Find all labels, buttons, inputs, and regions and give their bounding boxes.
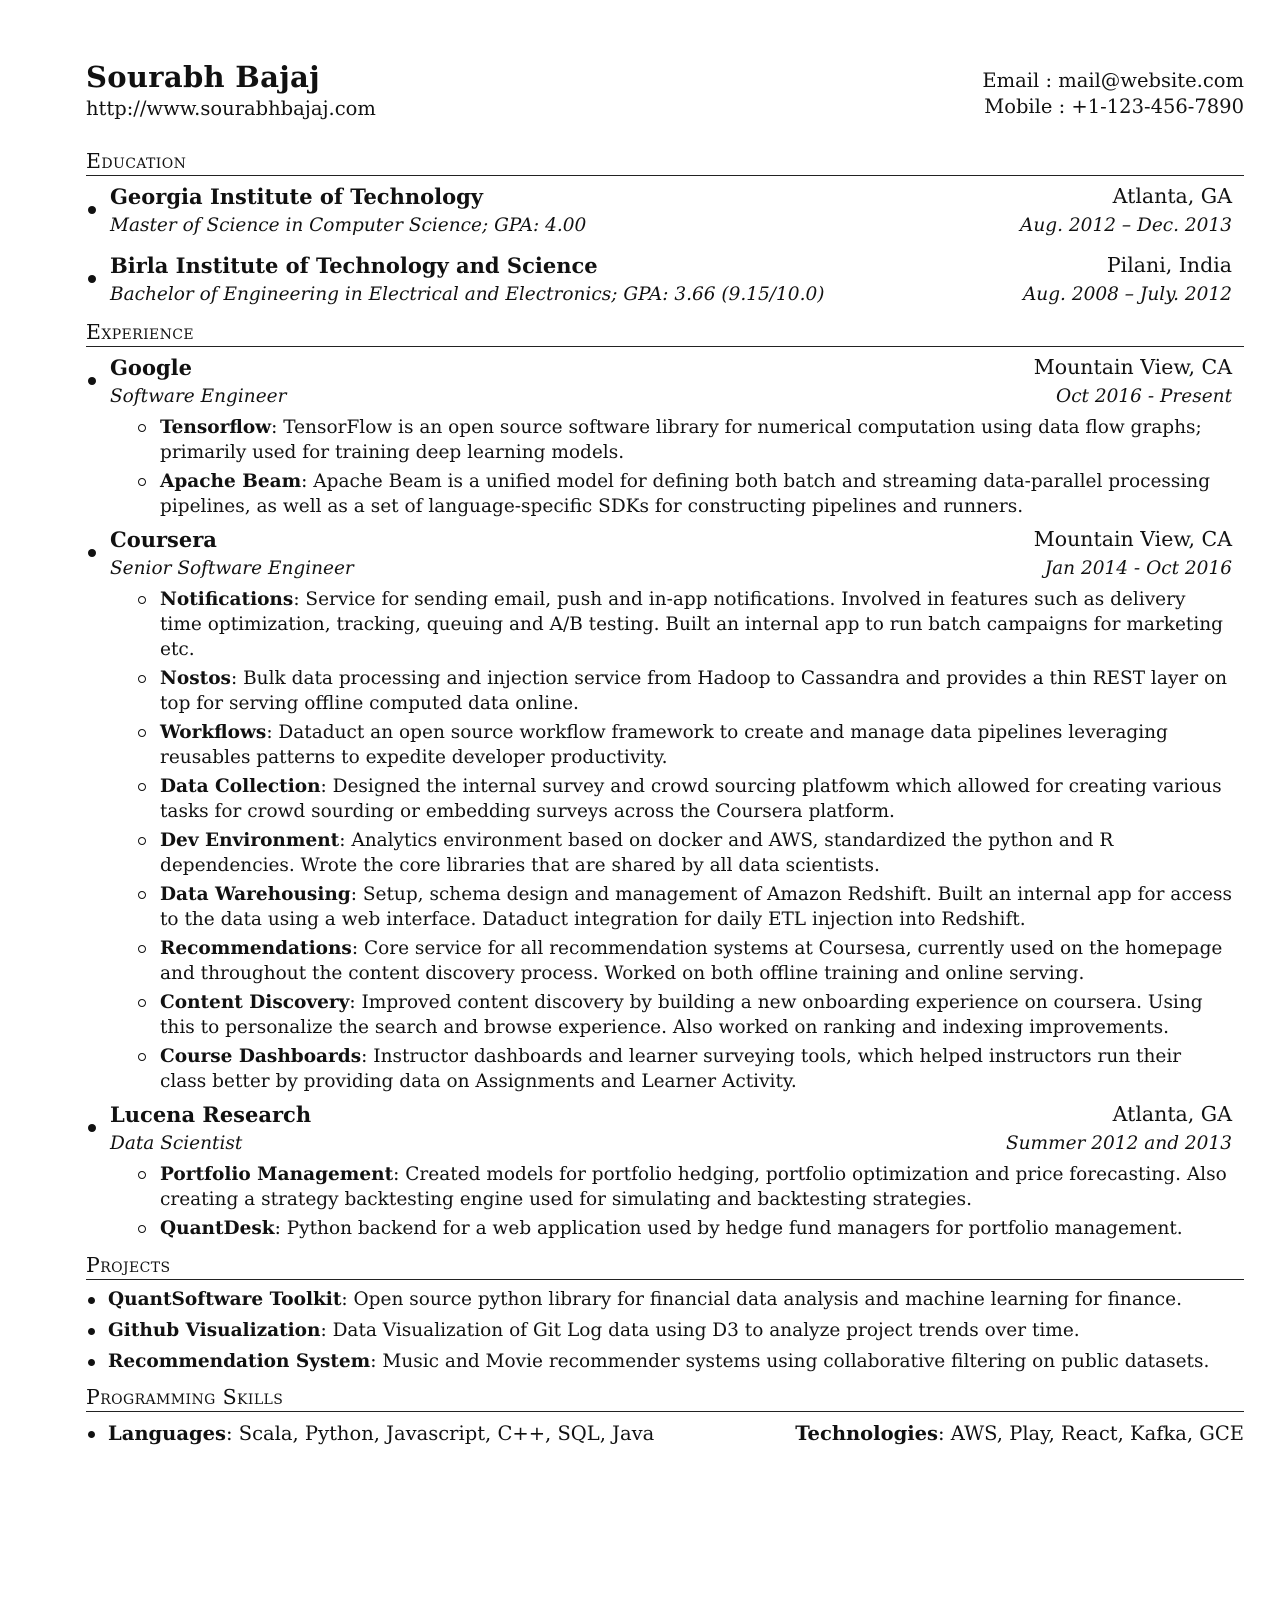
institution-name: Georgia Institute of Technology (110, 184, 484, 209)
project-item (108, 1287, 1244, 1312)
responsibility-item (160, 774, 1232, 824)
hollow-bullet-icon (138, 675, 146, 683)
technologies-value: : AWS, Play, React, Kafka, GCE (938, 1422, 1244, 1445)
item-label: Notifications (160, 589, 294, 610)
responsibility-list (110, 415, 1232, 519)
entry-header-row (110, 251, 1232, 280)
project-name: Recommendation System (108, 1351, 371, 1372)
item-label: QuantDesk (160, 1218, 275, 1239)
project-name: QuantSoftware Toolkit (108, 1289, 342, 1310)
resume-header (86, 60, 1244, 122)
item-label: Recommendations (160, 938, 352, 959)
degree-text: Bachelor of Engineering in Electrical and Electronics; GPA: 3.66 (9.15/10.0) (110, 284, 825, 305)
bullet-icon (88, 1359, 95, 1366)
item-label: Data Warehousing (160, 884, 351, 905)
hollow-bullet-icon (138, 596, 146, 604)
job-title: Senior Software Engineer (110, 558, 354, 579)
bullet-icon (88, 549, 96, 557)
degree-text: Master of Science in Computer Science; GPA: 4.00 (110, 215, 587, 236)
item-text: : Service for sending email, push and in-app notifications. Involved in features such as delivery time optimization, tracking, queuing and A/B testing. Built an internal app to run batch campaigns for marketing etc. (160, 589, 1224, 660)
experience-section (86, 319, 1244, 1241)
hollow-bullet-icon (138, 837, 146, 845)
hollow-bullet-icon (138, 783, 146, 791)
item-text: : Python backend for a web application used by hedge fund managers for portfolio management. (274, 1218, 1183, 1239)
responsibility-list (110, 1162, 1232, 1241)
date-range: Aug. 2008 – July. 2012 (1022, 284, 1232, 305)
item-text: : Dataduct an open source workflow framework to create and manage data pipelines leveraging reusables patterns to expedite developer productivity. (160, 722, 1168, 768)
job-title: Software Engineer (110, 386, 287, 407)
email-label: Email : (982, 69, 1053, 92)
languages-value: : Scala, Python, Javascript, C++, SQL, Java (226, 1422, 655, 1445)
skills-heading: Programming Skills (86, 1384, 1244, 1412)
item-label: Workflows (160, 722, 267, 743)
bullet-icon (88, 1431, 95, 1438)
mobile-label: Mobile : (984, 95, 1066, 118)
responsibility-item (160, 469, 1232, 519)
item-text: : Improved content discovery by building a new onboarding experience on coursera. Using this to personalize the search and browse experience. Also worked on ranking and indexing improvements. (160, 992, 1203, 1038)
languages-entry (108, 1420, 654, 1447)
entry-header-row (110, 525, 1232, 554)
responsibility-item (160, 882, 1232, 932)
technologies-label: Technologies (795, 1422, 939, 1445)
item-label: Data Collection (160, 776, 321, 797)
item-text: : Created models for portfolio hedging, portfolio optimization and price forecasting. Also creating a strategy backtesting engine used for simulating and backtesting strategies. (160, 1164, 1227, 1210)
hollow-bullet-icon (138, 999, 146, 1007)
entry-header-row (110, 182, 1232, 211)
company-location: Mountain View, CA (1033, 527, 1232, 551)
hollow-bullet-icon (138, 891, 146, 899)
responsibility-item (160, 587, 1232, 662)
projects-heading: Projects (86, 1252, 1244, 1280)
company-location: Mountain View, CA (1033, 355, 1232, 379)
date-range: Aug. 2012 – Dec. 2013 (1020, 215, 1232, 236)
date-range: Summer 2012 and 2013 (1005, 1133, 1232, 1154)
mobile-number: +1-123-456-7890 (1071, 95, 1244, 118)
education-entry (86, 251, 1232, 309)
item-text: : Instructor dashboards and learner surveying tools, which helped instructors run their class better by providing data on Assignments and Learner Activity. (160, 1046, 1182, 1092)
item-label: Dev Environment (160, 830, 340, 851)
bullet-icon (88, 1328, 95, 1335)
responsibility-item (160, 720, 1232, 770)
project-description: : Data Visualization of Git Log data using D3 to analyze project trends over time. (320, 1320, 1080, 1341)
entry-header-row (110, 353, 1232, 382)
hollow-bullet-icon (138, 424, 146, 432)
item-text: : Core service for all recommendation systems at Coursesa, currently used on the homepage and throughout the content discovery process. Worked on both offline training and online serving. (160, 938, 1223, 984)
item-label: Tensorflow (160, 417, 272, 438)
responsibility-item (160, 828, 1232, 878)
hollow-bullet-icon (138, 945, 146, 953)
entry-sub-row (110, 211, 1232, 240)
project-description: : Music and Movie recommender systems using collaborative filtering on public datasets. (370, 1351, 1210, 1372)
entry-sub-row (110, 554, 1232, 583)
project-name: Github Visualization (108, 1320, 321, 1341)
responsibility-item (160, 1216, 1232, 1241)
email-link[interactable]: mail@website.com (1058, 69, 1244, 92)
education-entry (86, 182, 1232, 240)
item-text: : Designed the internal survey and crowd sourcing platfowm which allowed for creating various tasks for crowd sourding or embedding surveys across the Coursera platform. (160, 776, 1222, 822)
experience-heading: Experience (86, 319, 1244, 347)
education-heading: Education (86, 148, 1244, 176)
item-label: Course Dashboards (160, 1046, 362, 1067)
project-item (108, 1318, 1244, 1343)
website-link[interactable]: http://www.sourabhbajaj.com (86, 97, 376, 120)
project-description: : Open source python library for financial data analysis and machine learning for finance. (341, 1289, 1182, 1310)
item-text: : Analytics environment based on docker and AWS, standardized the python and R dependencies. Wrote the core libraries that are shared by all data scientists. (160, 830, 1114, 876)
item-label: Apache Beam (160, 471, 302, 492)
projects-section (86, 1252, 1244, 1374)
project-item (108, 1349, 1244, 1374)
bullet-icon (88, 1297, 95, 1304)
hollow-bullet-icon (138, 1171, 146, 1179)
experience-entry (86, 353, 1232, 519)
item-text: : Bulk data processing and injection service from Hadoop to Cassandra and provides a thin REST layer on top for serving offline computed data online. (160, 668, 1228, 714)
item-label: Portfolio Management (160, 1164, 394, 1185)
institution-location: Atlanta, GA (1112, 184, 1232, 208)
hollow-bullet-icon (138, 729, 146, 737)
languages-label: Languages (108, 1422, 226, 1445)
skills-row (86, 1420, 1244, 1447)
experience-entries (86, 353, 1244, 1241)
experience-entry (86, 525, 1232, 1094)
entry-sub-row (110, 1129, 1232, 1158)
hollow-bullet-icon (138, 1225, 146, 1233)
mobile-line (984, 94, 1244, 120)
company-name: Lucena Research (110, 1102, 312, 1127)
company-location: Atlanta, GA (1112, 1102, 1232, 1126)
skills-section (86, 1384, 1244, 1447)
responsibility-item (160, 1044, 1232, 1094)
resume-page (86, 60, 1244, 1447)
bullet-icon (88, 206, 96, 214)
date-range: Jan 2014 - Oct 2016 (1044, 558, 1232, 579)
hollow-bullet-icon (138, 478, 146, 486)
item-label: Nostos (160, 668, 231, 689)
education-section (86, 148, 1244, 309)
item-label: Content Discovery (160, 992, 350, 1013)
hollow-bullet-icon (138, 1053, 146, 1061)
entry-sub-row (110, 280, 1232, 309)
company-name: Google (110, 355, 192, 380)
institution-location: Pilani, India (1106, 253, 1232, 277)
bullet-icon (88, 377, 96, 385)
company-name: Coursera (110, 527, 217, 552)
responsibility-list (110, 587, 1232, 1094)
responsibility-item (160, 666, 1232, 716)
item-text: : TensorFlow is an open source software library for numerical computation using data flow graphs; primarily used for training deep learning models. (160, 417, 1202, 463)
experience-entry (86, 1100, 1232, 1241)
responsibility-item (160, 1162, 1232, 1212)
item-text: : Apache Beam is a unified model for defining both batch and streaming data-parallel processing pipelines, as well as a set of language-specific SDKs for constructing pipelines and runners. (160, 471, 1211, 517)
entry-sub-row (110, 382, 1232, 411)
entry-header-row (110, 1100, 1232, 1129)
education-entries (86, 182, 1244, 309)
bullet-icon (88, 275, 96, 283)
item-text: : Setup, schema design and management of Amazon Redshift. Built an internal app for access to the data using a web interface. Dataduct integration for daily ETL injection into Redshift. (160, 884, 1232, 930)
date-range: Oct 2016 - Present (1056, 386, 1232, 407)
job-title: Data Scientist (110, 1133, 243, 1154)
responsibility-item (160, 990, 1232, 1040)
email-line (982, 68, 1244, 94)
candidate-name: Sourabh Bajaj (86, 60, 320, 94)
projects-list (86, 1287, 1244, 1374)
responsibility-item (160, 415, 1232, 465)
technologies-entry (795, 1420, 1244, 1447)
bullet-icon (88, 1124, 96, 1132)
responsibility-item (160, 936, 1232, 986)
institution-name: Birla Institute of Technology and Science (110, 253, 598, 278)
